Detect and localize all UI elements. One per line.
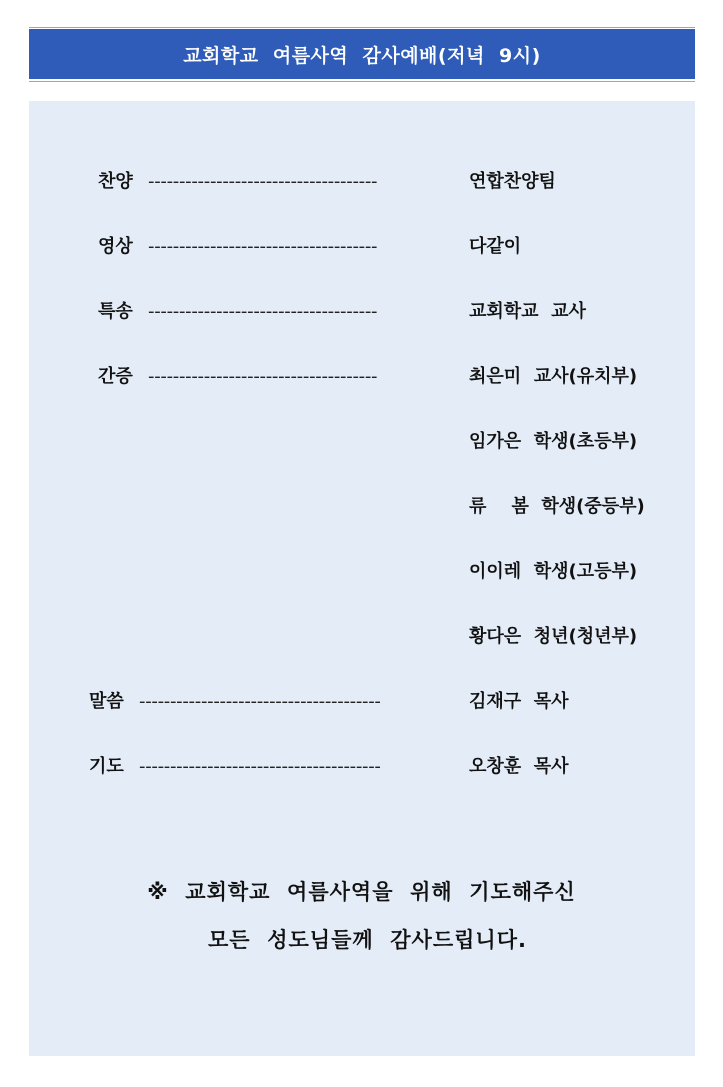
program-row-testimony-5 (0, 622, 723, 652)
dotted-leader: ------------------------------------- (148, 366, 378, 387)
program-value: 오창훈 목사 (469, 756, 569, 777)
program-value: 최은미 교사(유치부) (469, 366, 638, 387)
dotted-leader: ------------------------------------- (148, 171, 378, 192)
program-label: 말씀 (89, 691, 124, 712)
program-value: 황다은 청년(청년부) (469, 626, 638, 647)
program-label: 간증 (98, 366, 133, 387)
program-label: 찬양 (98, 171, 133, 192)
dotted-leader: ------------------------------------- (148, 301, 378, 322)
program-row-sermon (0, 687, 723, 717)
program-row-video (0, 232, 723, 262)
program-label: 특송 (98, 301, 133, 322)
program-row-prayer (0, 752, 723, 782)
program-label: 영상 (98, 236, 133, 257)
dotted-leader: ------------------------------------- (148, 236, 378, 257)
program-row-testimony-3 (0, 492, 723, 522)
program-value: 다같이 (469, 236, 522, 257)
title-banner (29, 29, 695, 79)
program-row-special-song (0, 297, 723, 327)
program-row-praise (0, 167, 723, 197)
program-value: 임가은 학생(초등부) (469, 431, 638, 452)
program-row-testimony-2 (0, 427, 723, 457)
program-label: 기도 (89, 756, 124, 777)
header-top-rule (29, 27, 695, 28)
closing-message-line-1: ※ 교회학교 여름사역을 위해 기도해주신 (147, 880, 576, 904)
program-value: 이이레 학생(고등부) (469, 561, 638, 582)
program-value: 교회학교 교사 (469, 301, 586, 322)
closing-message-line-2: 모든 성도님들께 감사드립니다. (208, 928, 527, 952)
program-row-testimony (0, 362, 723, 392)
program-value: 김재구 목사 (469, 691, 569, 712)
dotted-leader: --------------------------------------- (139, 691, 381, 712)
page-title: 교회학교 여름사역 감사예배(저녁 9시) (183, 44, 541, 67)
header-bottom-rule (29, 81, 695, 82)
program-value: 연합찬양팀 (469, 171, 556, 192)
program-value: 류 봄 학생(중등부) (469, 496, 645, 517)
dotted-leader: --------------------------------------- (139, 756, 381, 777)
program-row-testimony-4 (0, 557, 723, 587)
